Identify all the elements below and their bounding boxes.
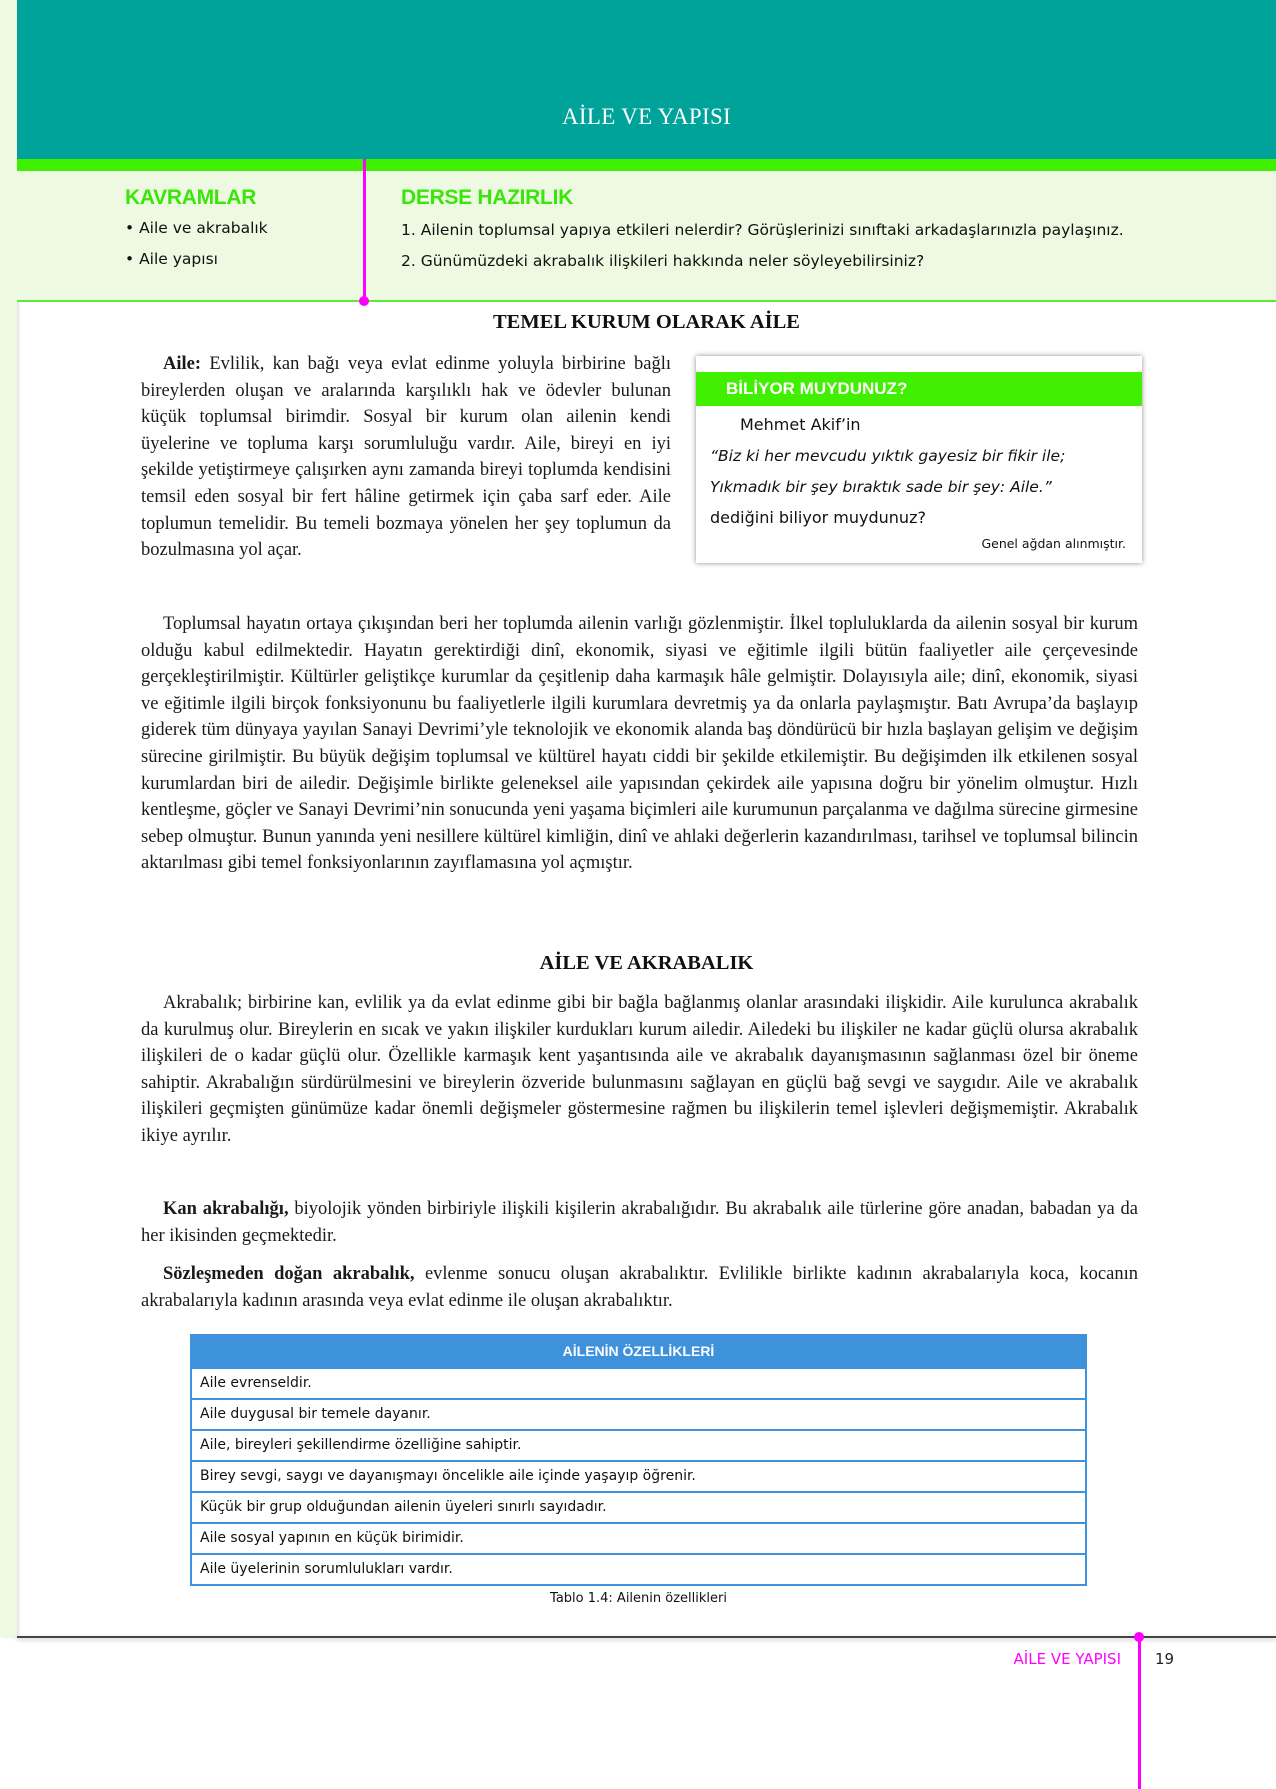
left-margin-strip xyxy=(0,0,17,1637)
table-row: Aile üyelerinin sorumlulukları vardır. xyxy=(192,1553,1085,1584)
family-features-table xyxy=(190,1334,1087,1586)
paragraph-kan-akrabaligi xyxy=(141,1196,1138,1249)
table-row: Küçük bir grup olduğundan ailenin üyeleri sınırlı sayıdadır. xyxy=(192,1491,1085,1522)
kavramlar-title: KAVRAMLAR xyxy=(125,186,257,209)
page-bottom-rule xyxy=(17,1636,1276,1638)
paragraph-text: Toplumsal hayatın ortaya çıkışından beri her toplumda ailenin varlığı gözlenmiştir. İlkel topluluklarda da ailenin sosyal bir kurum olduğu kabul edilmektedir. Hayatın gerektirdiği dinî, ekonomik, siyasi ve eğitimle ilgili bütün faaliyetler aile çerçevesinde gerçekleştirilmiştir. Kültürler geliştikçe kurumlar da çeşitlenip daha karmaşık hâle gelmiştir. Dolayısıyla aile; dinî, ekonomik, siyasi ve eğitimle ilgili birçok fonksiyonunu bu faaliyetlerle ilgili kurumlara devretmiş ya da onlarla paylaşmıştır. Batı Avrupa’da başlayıp giderek tüm dünyaya yayılan Sanayi Devrimi’yle teknolojik ve ekonomik alanda baş döndürücü bir hızla başlayan gelişim ve değişim sürecine girilmiştir. Bu büyük değişim toplumsal ve kültürel hayatı ciddi bir şekilde etkilemiştir. Bu değişimden ilk etkilenen sosyal kurumlardan biri de ailedir. Değişimle birlikte geleneksel aile yapısından çekirdek aile yapısına doğru bir yönelim olmuştur. Hızlı kentleşme, göçler ve Sanayi Devrimi’nin sonucunda yeni yaşama biçimleri aile kurumunun parçalanma ve dağılma sürecine girmesine sebep olmuştur. Bunun yanında yeni nesillere kültürel kimliğin, dinî ve ahlaki değerlerin kazandırılması, tarihsel ve toplumsal bilincin aktarılması gibi temel fonksiyonlarının zayıflamasına yol açmıştır. xyxy=(141,614,1138,874)
panel-divider-dot xyxy=(359,296,369,306)
table-row: Aile, bireyleri şekillendirme özelliğine sahiptir. xyxy=(192,1429,1085,1460)
table-row: Aile evrenseldir. xyxy=(192,1367,1085,1398)
info-quote-line: “Biz ki her mevcudu yıktık gayesiz bir fikir ile; xyxy=(710,447,1066,465)
derse-hazirlik-list xyxy=(401,219,1141,281)
footer-chapter-name: AİLE VE YAPISI xyxy=(1013,1650,1121,1668)
info-question: dediğini biliyor muydunuz? xyxy=(710,508,926,527)
table-header: AİLENİN ÖZELLİKLERİ xyxy=(192,1336,1085,1367)
did-you-know-box xyxy=(696,356,1142,563)
paragraph-text: biyolojik yönden birbiriyle ilişkili kişilerin akrabalığıdır. Bu akrabalık aile türlerine göre anadan, babadan ya da her ikisinden geçmektedir. xyxy=(141,1199,1138,1246)
header-band xyxy=(17,0,1276,159)
header-divider xyxy=(17,159,1276,171)
paragraph-text: Akrabalık; birbirine kan, evlilik ya da evlat edinme gibi bir bağla bağlanmış olanlar arasındaki ilişkidir. Aile kurulunca akrabalık da kurulmuş olur. Bireylerin en sıcak ve yakın ilişkiler kurdukları kurum ailedir. Ailedeki bu ilişkiler ne kadar güçlü olursa akrabalık ilişkileri de o kadar güçlü olur. Özellikle karmaşık kent yaşantısında aile ve akrabalık dayanışmasının sağlanması özel bir öneme sahiptir. Akrabalığın sürdürülmesini ve bireylerin özveride bulunmasını sağlayan en güçlü bağ sevgi ve saygıdır. Aile ve akrabalık ilişkileri geçmişten günümüze kadar önemli değişmeler göstermesine rağmen bu ilişkilerin temel işlevleri değişmemiştir. Akrabalık ikiye ayrılır. xyxy=(141,993,1138,1146)
table-row: Birey sevgi, saygı ve dayanışmayı öncelikle aile içinde yaşayıp öğrenir. xyxy=(192,1460,1085,1491)
table-caption: Tablo 1.4: Ailenin özellikleri xyxy=(550,1591,727,1606)
panel-divider-line xyxy=(363,159,366,301)
info-attribution: Mehmet Akif’in xyxy=(740,415,861,434)
term-kan-akrabaligi: Kan akrabalığı, xyxy=(163,1199,289,1219)
term-sozlesmeden-dogan: Sözleşmeden doğan akrabalık, xyxy=(163,1264,415,1284)
derse-hazirlik-title: DERSE HAZIRLIK xyxy=(401,186,573,209)
paragraph-sozlesme-akrabalik xyxy=(141,1261,1138,1314)
info-quote-line: Yıkmadık bir şey bıraktık sade bir şey: Aile.” xyxy=(710,478,1052,496)
question-item: 2. Günümüzdeki akrabalık ilişkileri hakkında neler söyleyebilirsiniz? xyxy=(401,252,925,270)
kavramlar-list xyxy=(125,219,268,281)
intro-text: Evlilik, kan bağı veya evlat edinme yoluyla birbirine bağlı bireylerden oluşan ve aralarında karşılıklı hak ve ödevler bulunan küçük toplumsal birimdir. Sosyal bir kurum olan ailenin kendi üyelerine ve topluma karşı sorumluluğu vardır. Aile, bireyi en iyi şekilde yetiştirmeye çalışırken aynı zamanda bireyi toplumda kendisini temsil eden sosyal bir fert hâline getirmek için çaba sarf eder. Aile toplumun temelidir. Bu temeli bozmaya yönelen her şey toplumun da bozulmasına yol açar. xyxy=(141,354,671,561)
paragraph-akrabalik xyxy=(141,990,1138,1150)
table-row: Aile sosyal yapının en küçük birimidir. xyxy=(192,1522,1085,1553)
question-item: 1. Ailenin toplumsal yapıya etkileri nelerdir? Görüşlerinizi sınıftaki arkadaşlarınızla paylaşınız. xyxy=(401,221,1124,239)
chapter-title: AİLE VE YAPISI xyxy=(561,104,732,129)
footer-divider-dot xyxy=(1134,1632,1144,1642)
footer-divider-line xyxy=(1138,1636,1141,1789)
section-title-temel-kurum: TEMEL KURUM OLARAK AİLE xyxy=(493,311,800,333)
paragraph-toplumsal xyxy=(141,611,1138,877)
kavram-item: • Aile ve akrabalık xyxy=(125,219,268,237)
info-source: Genel ağdan alınmıştır. xyxy=(981,536,1126,551)
did-you-know-title: BİLİYOR MUYDUNUZ? xyxy=(696,372,1142,406)
page-number: 19 xyxy=(1155,1650,1175,1668)
table-row: Aile duygusal bir temele dayanır. xyxy=(192,1398,1085,1429)
kavram-item: • Aile yapısı xyxy=(125,250,218,268)
term-aile: Aile: xyxy=(163,354,202,374)
intro-paragraph xyxy=(141,351,671,564)
section-title-aile-akrabalik: AİLE VE AKRABALIK xyxy=(539,952,754,974)
paragraph-text: evlenme sonucu oluşan akrabalıktır. Evlilikle birlikte kadının akrabalarıyla koca, kocanın akrabalarıyla kadının arasında veya evlat edinme ile oluşan akrabalıktır. xyxy=(141,1264,1138,1311)
